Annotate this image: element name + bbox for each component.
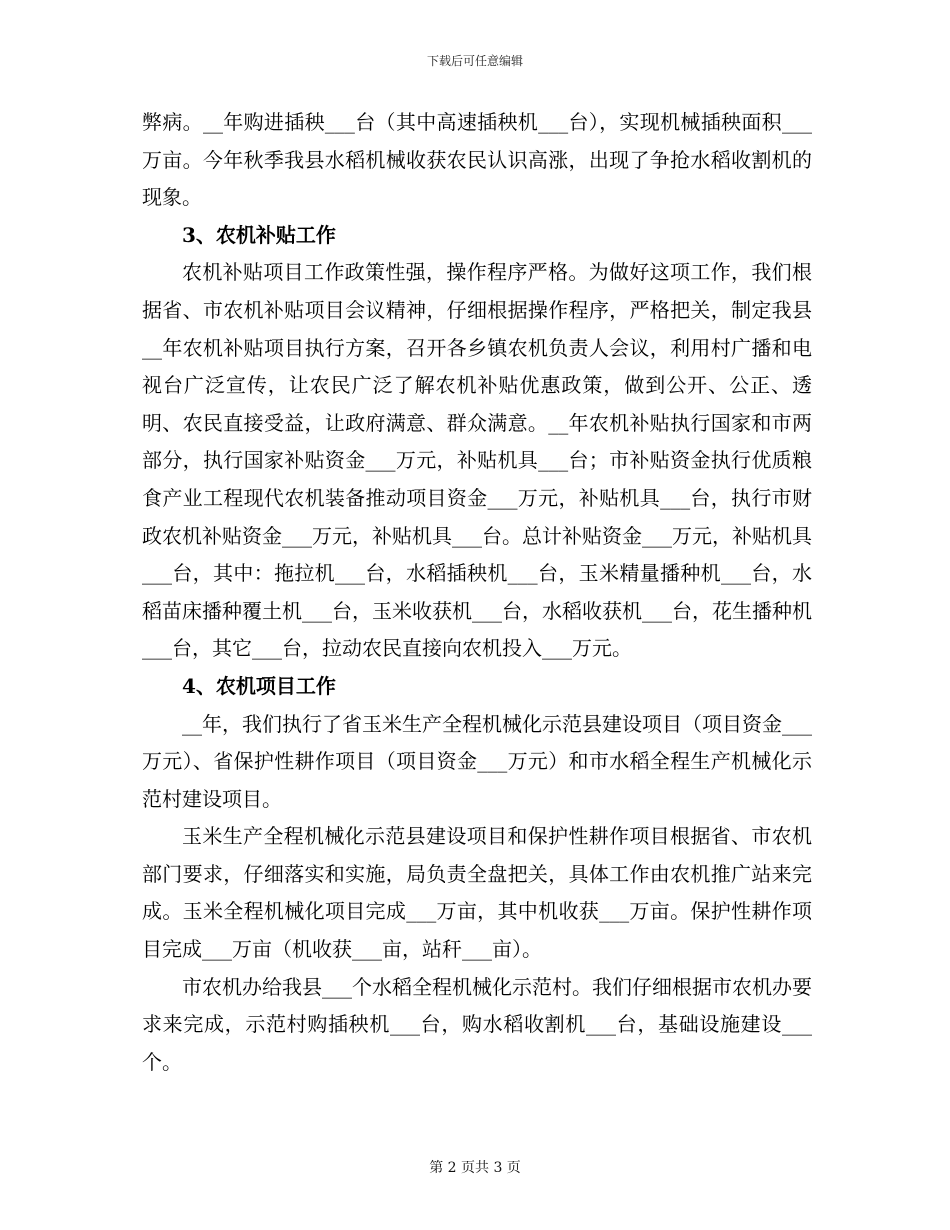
paragraph: 玉米生产全程机械化示范县建设项目和保护性耕作项目根据省、市农机部门要求，仔细落实和实施，局负责全盘把关，具体工作由农机推广站来完成。玉米全程机械化项目完成___万亩，其中机收获___万亩。保护性耕作项目完成___万亩（机收获___亩，站秆___亩）。 xyxy=(142,824,812,962)
page-footer: 第 2 页共 3 页 xyxy=(429,1160,521,1176)
paragraph: 弊病。__年购进插秧___台（其中高速插秧机___台），实现机械插秧面积___万亩。今年秋季我县水稻机械收获农民认识高涨，出现了争抢水稻收割机的现象。 xyxy=(142,110,812,210)
paragraph: __年，我们执行了省玉米生产全程机械化示范县建设项目（项目资金___万元）、省保护性耕作项目（项目资金___万元）和市水稻全程生产机械化示范村建设项目。 xyxy=(142,711,812,811)
section-heading: 3、农机补贴工作 xyxy=(182,222,336,247)
paragraph: 农机补贴项目工作政策性强，操作程序严格。为做好这项工作，我们根据省、市农机补贴项目会议精神，仔细根据操作程序，严格把关，制定我县__年农机补贴项目执行方案，召开各乡镇农机负责人会议，利用村广播和电视台广泛宣传，让农民广泛了解农机补贴优惠政策，做到公开、公正、透明、农民直接受益，让政府满意、群众满意。__年农机补贴执行国家和市两部分，执行国家补贴资金___万元，补贴机具___台；市补贴资金执行优质粮食产业工程现代农机装备推动项目资金___万元，补贴机具___台，执行市财政农机补贴资金___万元，补贴机具___台。总计补贴资金___万元，补贴机具___台，其中：拖拉机___台，水稻插秧机___台，玉米精量播种机___台，水稻苗床播种覆土机___台，玉米收获机___台，水稻收获机___台，花生播种机___台，其它___台，拉动农民直接向农机投入___万元。 xyxy=(142,260,812,661)
document-body xyxy=(142,104,812,1081)
page-header: 下载后可任意编辑 xyxy=(426,54,523,68)
section-heading: 4、农机项目工作 xyxy=(182,673,336,698)
paragraph: 市农机办给我县___个水稻全程机械化示范村。我们仔细根据市农机办要求来完成，示范村购插秧机___台，购水稻收割机___台，基础设施建设___个。 xyxy=(142,974,812,1074)
